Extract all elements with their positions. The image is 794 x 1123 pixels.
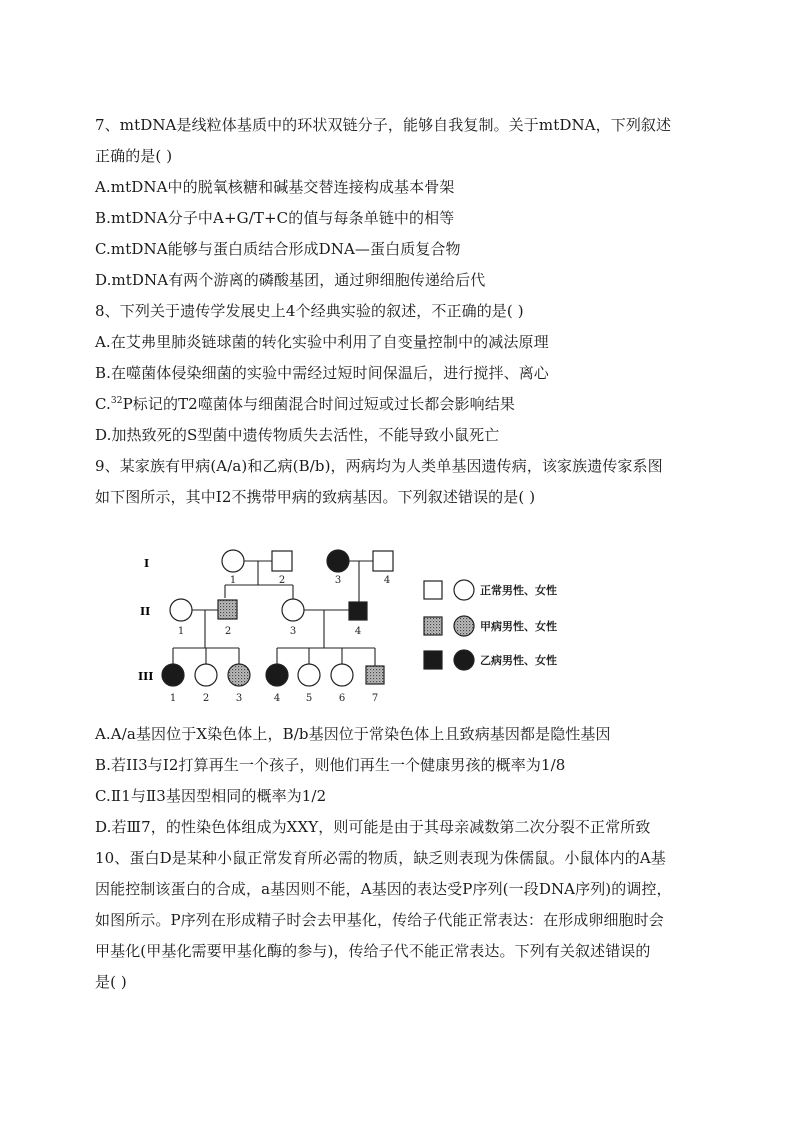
gen2-number-3: 3 <box>289 626 297 637</box>
q8-option-c-text: P标记的T2噬菌体与细菌混合时间过短或过长都会影响结果 <box>122 395 515 413</box>
gen2-number-2: 2 <box>224 626 232 637</box>
gen3-number-1: 1 <box>169 693 177 704</box>
q8-stem-line1: 8、下列关于遗传学发展史上4个经典实验的叙述，不正确的是( ) <box>95 302 524 320</box>
individual-I3-disease-b-female <box>327 550 349 572</box>
gen-label-2: II <box>140 605 151 618</box>
q10-stem-line2: 因能控制该蛋白的合成，a基因则不能，A基因的表达受P序列(一段DNA序列)的调控， <box>95 880 672 898</box>
q9-option-c: C.Ⅱ1与Ⅱ3基因型相同的概率为1/2 <box>95 787 327 805</box>
q8-option-d: D.加热致死的S型菌中遗传物质失去活性，不能导致小鼠死亡 <box>95 426 500 444</box>
individual-III5-normal-female <box>298 664 320 686</box>
q7-option-d: D.mtDNA有两个游离的磷酸基团，通过卵细胞传递给后代 <box>95 271 486 289</box>
legend-normal-female-symbol <box>454 580 474 600</box>
q7-stem-line2: 正确的是( ) <box>95 147 173 165</box>
individual-III3-disease-a-female <box>228 664 250 686</box>
gen2-number-1: 1 <box>177 626 185 637</box>
q10-stem-line5: 是( ) <box>95 973 127 991</box>
q10-stem-line1: 10、蛋白D是某种小鼠正常发育所必需的物质，缺乏则表现为侏儒鼠。小鼠体内的A基 <box>95 849 666 867</box>
gen2-number-4: 4 <box>354 626 362 637</box>
pedigree-chart <box>130 540 590 710</box>
q8-option-b: B.在噬菌体侵染细菌的实验中需经过短时间保温后，进行搅拌、离心 <box>95 364 549 382</box>
q9-option-d: D.若Ⅲ7，的性染色体组成为XXY，则可能是由于其母亲减数第二次分裂不正常所致 <box>95 818 651 836</box>
q7-option-a: A.mtDNA中的脱氧核糖和碱基交替连接构成基本骨架 <box>95 178 455 196</box>
individual-I4-normal-male <box>373 551 393 571</box>
legend-label-normal: 正常男性、女性 <box>480 584 557 597</box>
gen3-number-5: 5 <box>305 693 313 704</box>
q8-option-c <box>95 394 515 414</box>
gen-label-3: III <box>138 670 154 683</box>
gen3-number-2: 2 <box>202 693 210 704</box>
individual-III2-normal-female <box>195 664 217 686</box>
gen1-number-2: 2 <box>278 575 286 586</box>
individual-II4-disease-b-male <box>349 602 367 620</box>
legend-disease-a-female-symbol <box>454 616 474 636</box>
q9-option-b: B.若II3与I2打算再生一个孩子，则他们再生一个健康男孩的概率为1/8 <box>95 756 566 774</box>
q8-option-c-superscript: 32 <box>110 396 123 406</box>
pedigree-legend <box>424 580 474 670</box>
individual-III6-normal-female <box>331 664 353 686</box>
q7-option-c: C.mtDNA能够与蛋白质结合形成DNA—蛋白质复合物 <box>95 240 461 258</box>
individual-III1-disease-b-female <box>162 664 184 686</box>
legend-label-disease-b: 乙病男性、女性 <box>480 654 557 667</box>
legend-disease-b-male-symbol <box>424 651 442 669</box>
individual-III4-disease-b-female <box>266 664 288 686</box>
gen3-number-4: 4 <box>273 693 281 704</box>
q7-option-b: B.mtDNA分子中A+G/T+C的值与每条单链中的相等 <box>95 209 455 227</box>
legend-label-disease-a: 甲病男性、女性 <box>480 620 557 633</box>
individual-II3-normal-female <box>282 599 304 621</box>
q10-stem-line4: 甲基化(甲基化需要甲基化酶的参与)，传给子代不能正常表达。下列有关叙述错误的 <box>95 942 651 960</box>
legend-normal-male-symbol <box>424 581 442 599</box>
gen1-number-4: 4 <box>383 575 391 586</box>
gen1-number-1: 1 <box>229 575 237 586</box>
gen3-number-6: 6 <box>338 693 346 704</box>
individual-III7-disease-a-male <box>366 666 384 684</box>
legend-disease-b-female-symbol <box>454 650 474 670</box>
q9-option-a: A.A/a基因位于X染色体上，B/b基因位于常染色体上且致病基因都是隐性基因 <box>95 725 611 743</box>
q10-stem-line3: 如图所示。P序列在形成精子时会去甲基化，传给子代能正常表达：在形成卵细胞时会 <box>95 911 664 929</box>
q9-stem-line2: 如下图所示，其中I2不携带甲病的致病基因。下列叙述错误的是( ) <box>95 488 536 506</box>
gen3-number-3: 3 <box>235 693 243 704</box>
individual-I1-normal-female <box>222 550 244 572</box>
q8-option-a: A.在艾弗里肺炎链球菌的转化实验中利用了自变量控制中的减法原理 <box>95 333 549 351</box>
individual-II1-normal-female <box>170 599 192 621</box>
q8-option-c-prefix: C. <box>95 395 111 413</box>
individual-II2-disease-a-male <box>218 600 237 619</box>
individual-I2-normal-male <box>272 551 292 571</box>
q9-stem-line1: 9、某家族有甲病(A/a)和乙病(B/b)，两病均为人类单基因遗传病，该家族遗传家系图 <box>95 457 663 475</box>
legend-disease-a-male-symbol <box>424 617 442 635</box>
gen3-number-7: 7 <box>371 693 379 704</box>
gen1-number-3: 3 <box>334 575 342 586</box>
gen-label-1: I <box>144 557 150 570</box>
q7-stem-line1: 7、mtDNA是线粒体基质中的环状双链分子，能够自我复制。关于mtDNA，下列叙述 <box>95 116 672 134</box>
